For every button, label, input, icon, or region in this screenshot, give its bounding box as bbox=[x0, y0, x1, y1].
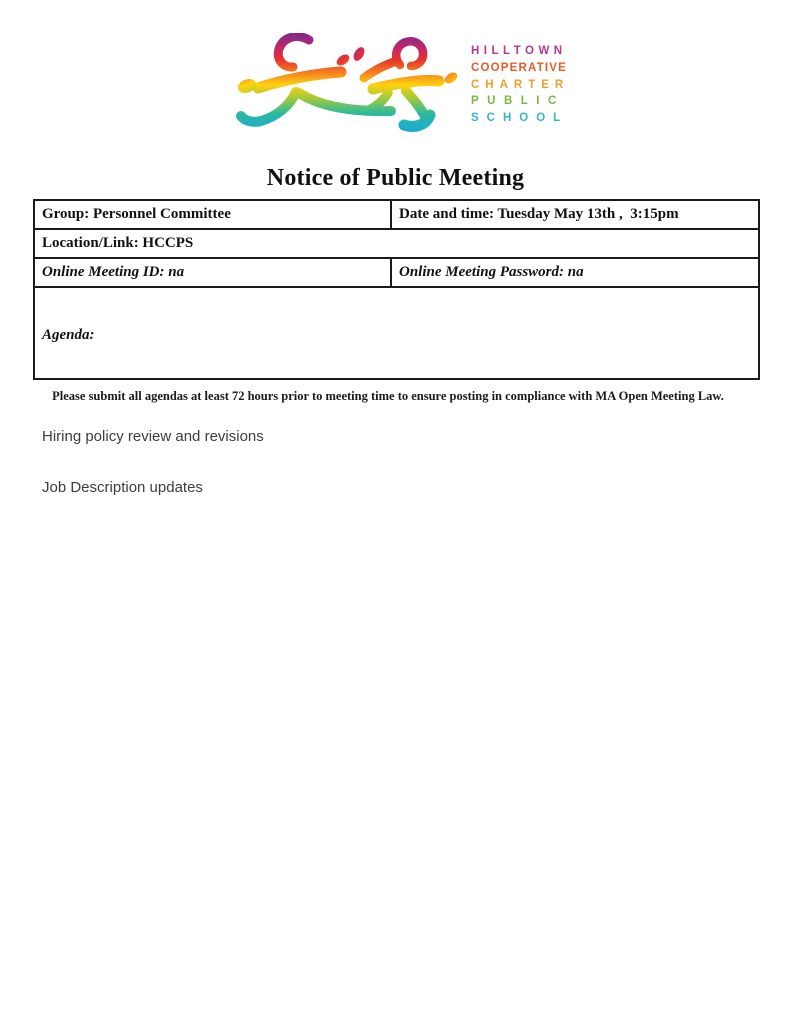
table-row-group-datetime bbox=[35, 201, 758, 230]
agenda-item: Hiring policy review and revisions bbox=[42, 428, 264, 445]
agenda-item: Job Description updates bbox=[42, 479, 203, 496]
dancing-figures-icon bbox=[233, 33, 463, 133]
page-title: Notice of Public Meeting bbox=[266, 165, 525, 191]
school-name-line: COOPERATIVE bbox=[471, 61, 568, 74]
agenda-label: Agenda: bbox=[42, 327, 95, 343]
meeting-password-cell: Online Meeting Password: na bbox=[399, 264, 584, 280]
agenda-cell bbox=[35, 288, 758, 564]
school-name bbox=[471, 33, 569, 133]
group-cell: Group: Personnel Committee bbox=[35, 201, 392, 228]
school-name-line: CHARTER bbox=[471, 78, 570, 91]
table-row-location bbox=[35, 230, 758, 259]
location-cell: Location/Link: HCCPS bbox=[42, 235, 194, 251]
agenda-items bbox=[42, 394, 750, 530]
compliance-note: Please submit all agendas at least 72 hours prior to meeting time to ensure posting in compliance with MA Open Meeting Law. bbox=[52, 389, 724, 403]
datetime-cell: Date and time: Tuesday May 13th , 3:15pm bbox=[399, 206, 679, 222]
school-name-line: PUBLIC bbox=[471, 95, 565, 108]
school-name-line: SCHOOL bbox=[471, 112, 569, 124]
table-row-online-meeting bbox=[35, 259, 758, 288]
meeting-id-cell: Online Meeting ID: na bbox=[35, 259, 392, 286]
school-name-line: HILLTOWN bbox=[471, 45, 567, 57]
school-logo bbox=[233, 33, 573, 133]
